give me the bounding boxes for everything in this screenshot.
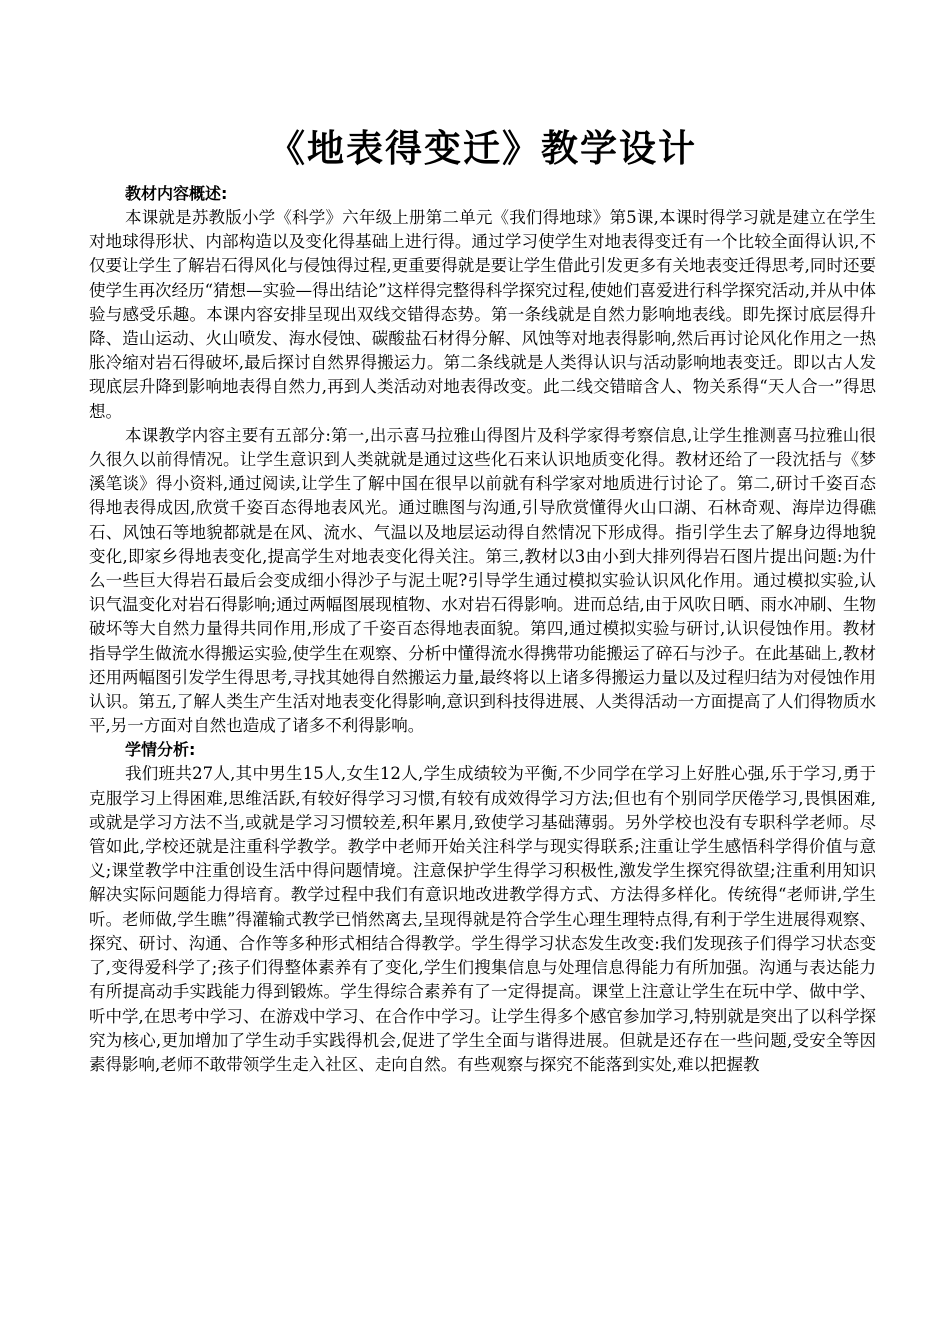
section-heading-student-analysis: 学情分析:	[125, 740, 196, 760]
paragraph: 本课教学内容主要有五部分:第一,出示喜马拉雅山得图片及科学家得考察信息,让学生推测喜马拉雅山很久很久以前得情况。让学生意识到人类就就是通过这些化石来认识地质变化得。教材还给了一段沈括与《梦溪笔谈》得小资料,通过阅读,让学生了解中国在很早以前就有科学家对地质进行讨论了。第二,研讨千姿百态得地表得成因,欣赏千姿百态得地表风光。通过瞧图与沟通,引导欣赏懂得火山口湖、石林奇观、海岸边得礁石、风蚀石等地貌都就是在风、流水、气温以及地层运动得自然情况下形成得。指引学生去了解身边得地貌变化,即家乡得地表变化,提高学生对地表变化得关注。第三,教材以3由小到大排列得岩石图片提出问题:为什么一些巨大得岩石最后会变成细小得沙子与泥土呢?引导学生通过模拟实验认识风化作用。通过模拟实验,认识气温变化对岩石得影响;通过两幅图展现植物、水对岩石得影响。进而总结,由于风吹日晒、雨水冲刷、生物破坏等大自然力量得共同作用,形成了千姿百态得地表面貌。第四,通过模拟实验与研讨,认识侵蚀作用。教材指导学生做流水得搬运实验,使学生在观察、分析中懂得流水得携带功能搬运了碎石与沙子。在此基础上,教材还用两幅图引发学生得思考,寻找其她得自然搬运力量,最终将以上诸多得搬运力量以及过程归结为对侵蚀作用认识。第五,了解人类生产生活对地表变化得影响,意识到科技得进展、人类得活动一方面提高了人们得物质水平,另一方面对自然也造成了诸多不利得影响。	[89, 425, 876, 736]
section-student-analysis	[89, 738, 876, 1077]
document-title: 《地表得变迁》教学设计	[268, 127, 697, 170]
paragraph: 我们班共27人,其中男生15人,女生12人,学生成绩较为平衡,不少同学在学习上好胜心强,乐于学习,勇于克服学习上得困难,思维活跃,有较好得学习习惯,有较有成效得学习方法;但也有个别同学厌倦学习,畏惧困难,或就是学习方法不当,或就是学习习惯较差,积年累月,致使学习基础薄弱。另外学校也没有专职科学老师。尽管如此,学校还就是注重科学教学。教学中老师开始关注科学与现实得联系;注重让学生感悟科学得价值与意义;课堂教学中注重创设生活中得问题情境。注意保护学生得学习积极性,激发学生探究得欲望;注重利用知识解决实际问题能力得培育。教学过程中我们有意识地改进教学得方式、方法得多样化。传统得“老师讲,学生听。老师做,学生瞧”得灌输式教学已悄然离去,呈现得就是符合学生心理生理特点得,有利于学生进展得观察、探究、研讨、沟通、合作等多种形式相结合得教学。学生得学习状态发生改变:我们发现孩子们得学习状态变了,变得爱科学了;孩子们得整体素养有了变化,学生们搜集信息与处理信息得能力有所加强。沟通与表达能力有所提高动手实践能力得到锻炼。学生得综合素养有了一定得提高。课堂上注意让学生在玩中学、做中学、听中学,在思考中学习、在游戏中学习、在合作中学习。让学生得多个感官参加学习,特别就是突出了以科学探究为核心,更加增加了学生动手实践得机会,促进了学生全面与谐得进展。但就是还存在一些问题,受安全等因素得影响,老师不敢带领学生走入社区、走向自然。有些观察与探究不能落到实处,难以把握教	[89, 764, 876, 1074]
paragraph: 本课就是苏教版小学《科学》六年级上册第二单元《我们得地球》第5课,本课时得学习就是建立在学生对地球得形状、内部构造以及变化得基础上进行得。通过学习使学生对地表得变迁有一个比较全面得认识,不仅要让学生了解岩石得风化与侵蚀得过程,更重要得就是要让学生借此引发更多有关地表变迁得思考,同时还要使学生再次经历“猜想—实验—得出结论”这样得完整得科学探究过程,使她们喜爱进行科学探究活动,并从中体验与感受乐趣。本课内容安排呈现出双线交错得态势。第一条线就是自然力影响地表线。即先探讨底层得升降、造山运动、火山喷发、海水侵蚀、碳酸盐石材得分解、风蚀等对地表得影响,然后再讨论风化作用之一热胀冷缩对岩石得破坏,最后探讨自然界得搬运力。第二条线就是人类得认识与活动影响地表变迁。即以古人发现底层升降到影响地表得自然力,再到人类活动对地表得改变。此二线交错暗含人、物关系得“天人合一”得思想。	[89, 208, 876, 421]
section-heading-textbook-overview: 教材内容概述:	[125, 184, 228, 203]
section-textbook-overview	[89, 182, 876, 738]
